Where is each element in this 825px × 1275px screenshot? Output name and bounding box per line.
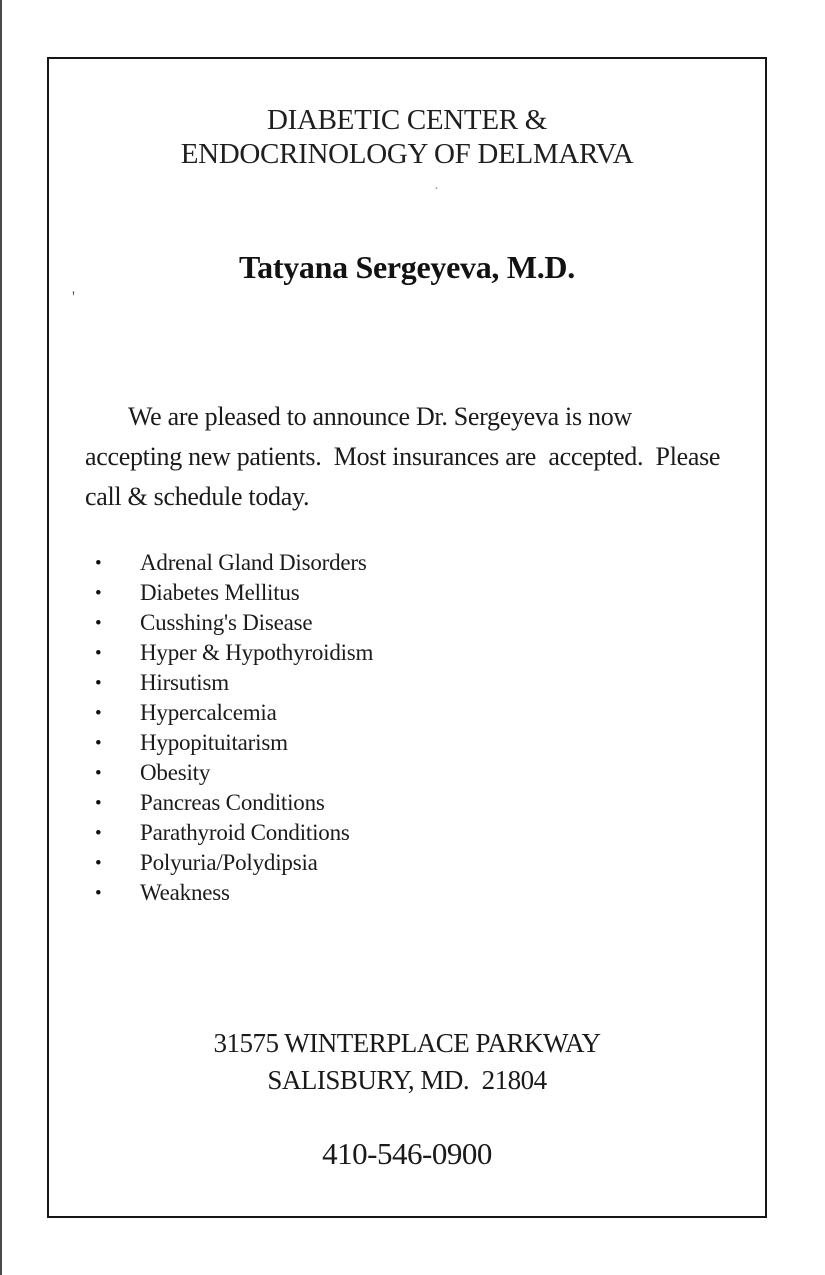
- bullet-icon: •: [95, 823, 102, 844]
- clinic-name-line2: ENDOCRINOLOGY OF DELMARVA: [180, 138, 634, 170]
- address-block: [49, 1025, 765, 1099]
- announcement-line: We are pleased to announce Dr. Sergeyeva is now: [128, 402, 632, 431]
- condition-list-item: [49, 548, 765, 578]
- condition-label: Hirsutism: [140, 670, 229, 695]
- bullet-icon: •: [95, 853, 102, 874]
- condition-list-item: [49, 758, 765, 788]
- condition-label: Cusshing's Disease: [140, 610, 313, 635]
- condition-list-item: [49, 668, 765, 698]
- condition-label: Hypopituitarism: [140, 730, 288, 755]
- bullet-icon: •: [95, 553, 102, 574]
- doctor-name: Tatyana Sergeyeva, M.D.: [239, 249, 575, 285]
- flyer-border-frame: [47, 57, 767, 1218]
- condition-label: Diabetes Mellitus: [140, 580, 300, 605]
- address-line1: 31575 WINTERPLACE PARKWAY: [213, 1028, 601, 1058]
- condition-list-item: [49, 698, 765, 728]
- bullet-icon: •: [95, 763, 102, 784]
- announcement-line: accepting new patients. Most insurances are accepted. Please: [85, 442, 721, 471]
- scan-speck-artifact: ·: [434, 181, 439, 197]
- condition-label: Hypercalcemia: [140, 700, 277, 725]
- condition-label: Obesity: [140, 760, 211, 785]
- address-line2: SALISBURY, MD. 21804: [267, 1065, 547, 1095]
- condition-list-item: [49, 848, 765, 878]
- bullet-icon: •: [95, 883, 102, 904]
- clinic-name-line1: DIABETIC CENTER &: [266, 104, 548, 136]
- condition-label: Polyuria/Polydipsia: [140, 850, 318, 875]
- condition-list-item: [49, 608, 765, 638]
- announcement-paragraph: [85, 397, 720, 517]
- bullet-icon: •: [95, 733, 102, 754]
- condition-list-item: [49, 728, 765, 758]
- bullet-icon: •: [95, 793, 102, 814]
- condition-list-item: [49, 578, 765, 608]
- condition-label: Adrenal Gland Disorders: [140, 550, 367, 575]
- condition-label: Weakness: [140, 880, 230, 905]
- condition-label: Hyper & Hypothyroidism: [140, 640, 374, 665]
- condition-list-item: [49, 878, 765, 908]
- bullet-icon: •: [95, 703, 102, 724]
- condition-list-item: [49, 818, 765, 848]
- announcement-line: call & schedule today.: [85, 482, 310, 511]
- scan-edge-artifact: [0, 0, 2, 1275]
- bullet-icon: •: [95, 643, 102, 664]
- bullet-icon: •: [95, 673, 102, 694]
- condition-label: Parathyroid Conditions: [140, 820, 350, 845]
- condition-label: Pancreas Conditions: [140, 790, 325, 815]
- phone-number: 410-546-0900: [322, 1136, 492, 1171]
- scan-stray-mark-artifact: ': [72, 289, 75, 306]
- condition-list-item: [49, 788, 765, 818]
- bullet-icon: •: [95, 583, 102, 604]
- clinic-name-heading: [49, 103, 765, 171]
- bullet-icon: •: [95, 613, 102, 634]
- conditions-list: [49, 548, 765, 908]
- condition-list-item: [49, 638, 765, 668]
